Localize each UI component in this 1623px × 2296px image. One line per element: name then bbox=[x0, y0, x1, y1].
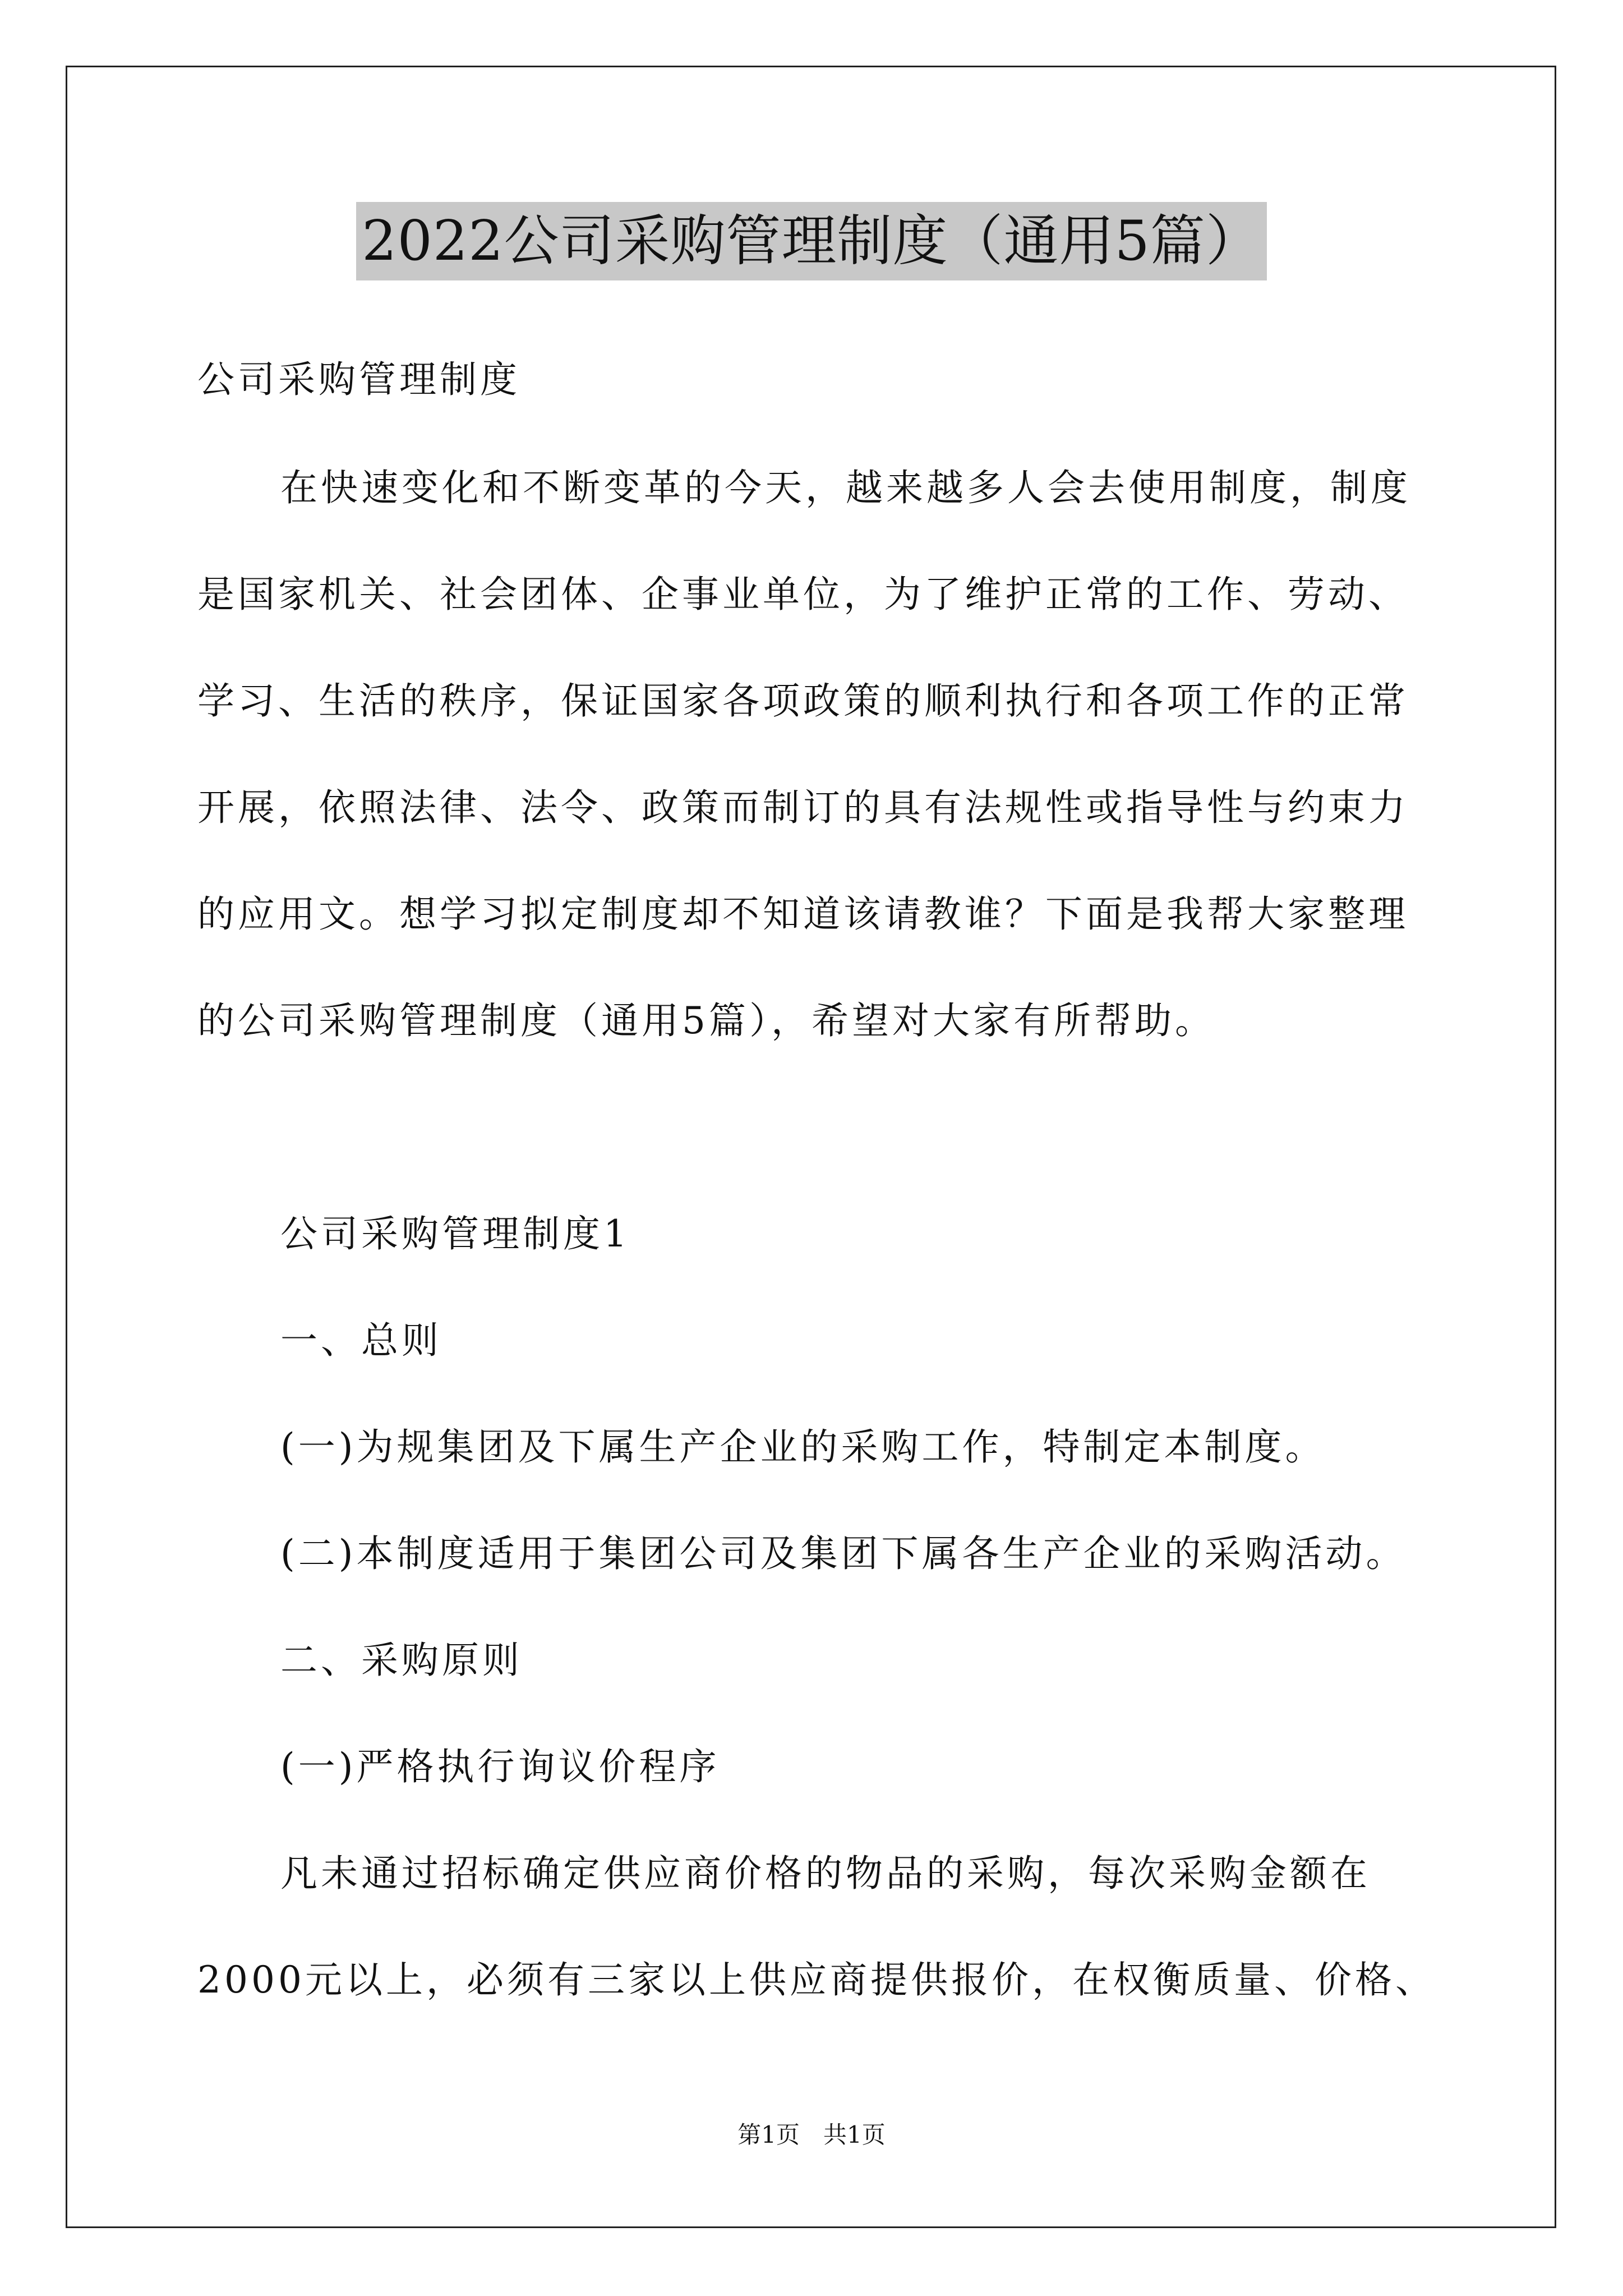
paragraph-line: (一)严格执行询议价程序 bbox=[280, 1745, 720, 1788]
document-title: 2022公司采购管理制度（通用5篇） bbox=[356, 202, 1267, 280]
paragraph-line: 一、总则 bbox=[280, 1319, 442, 1362]
paragraph-line: 在快速变化和不断变革的今天，越来越多人会去使用制度，制度 bbox=[280, 466, 1411, 509]
paragraph-line: 的应用文。想学习拟定制度却不知道该请教谁？下面是我帮大家整理 bbox=[197, 892, 1409, 936]
subsection-heading: 公司采购管理制度1 bbox=[280, 1212, 630, 1255]
section-heading: 公司采购管理制度 bbox=[197, 358, 520, 401]
paragraph-line: (二)本制度适用于集团公司及集团下属各生产企业的采购活动。 bbox=[280, 1532, 1407, 1575]
paragraph-line: 是国家机关、社会团体、企事业单位，为了维护正常的工作、劳动、 bbox=[197, 573, 1409, 616]
paragraph-line: 凡未通过招标确定供应商价格的物品的采购，每次采购金额在 bbox=[280, 1852, 1371, 1895]
page-footer: 第1页 共1页 bbox=[737, 2121, 886, 2148]
paragraph-line: 二、采购原则 bbox=[280, 1639, 523, 1682]
paragraph-line: 开展，依照法律、法令、政策而制订的具有法规性或指导性与约束力 bbox=[197, 786, 1409, 829]
paragraph-line: (一)为规集团及下属生产企业的采购工作，特制定本制度。 bbox=[280, 1425, 1326, 1469]
paragraph-line: 的公司采购管理制度（通用5篇），希望对大家有所帮助。 bbox=[197, 999, 1215, 1042]
paragraph-line: 学习、生活的秩序，保证国家各项政策的顺利执行和各项工作的正常 bbox=[197, 679, 1409, 723]
title-container bbox=[0, 202, 1623, 280]
paragraph-line: 2000元以上，必须有三家以上供应商提供报价，在权衡质量、价格、 bbox=[197, 1958, 1436, 2001]
